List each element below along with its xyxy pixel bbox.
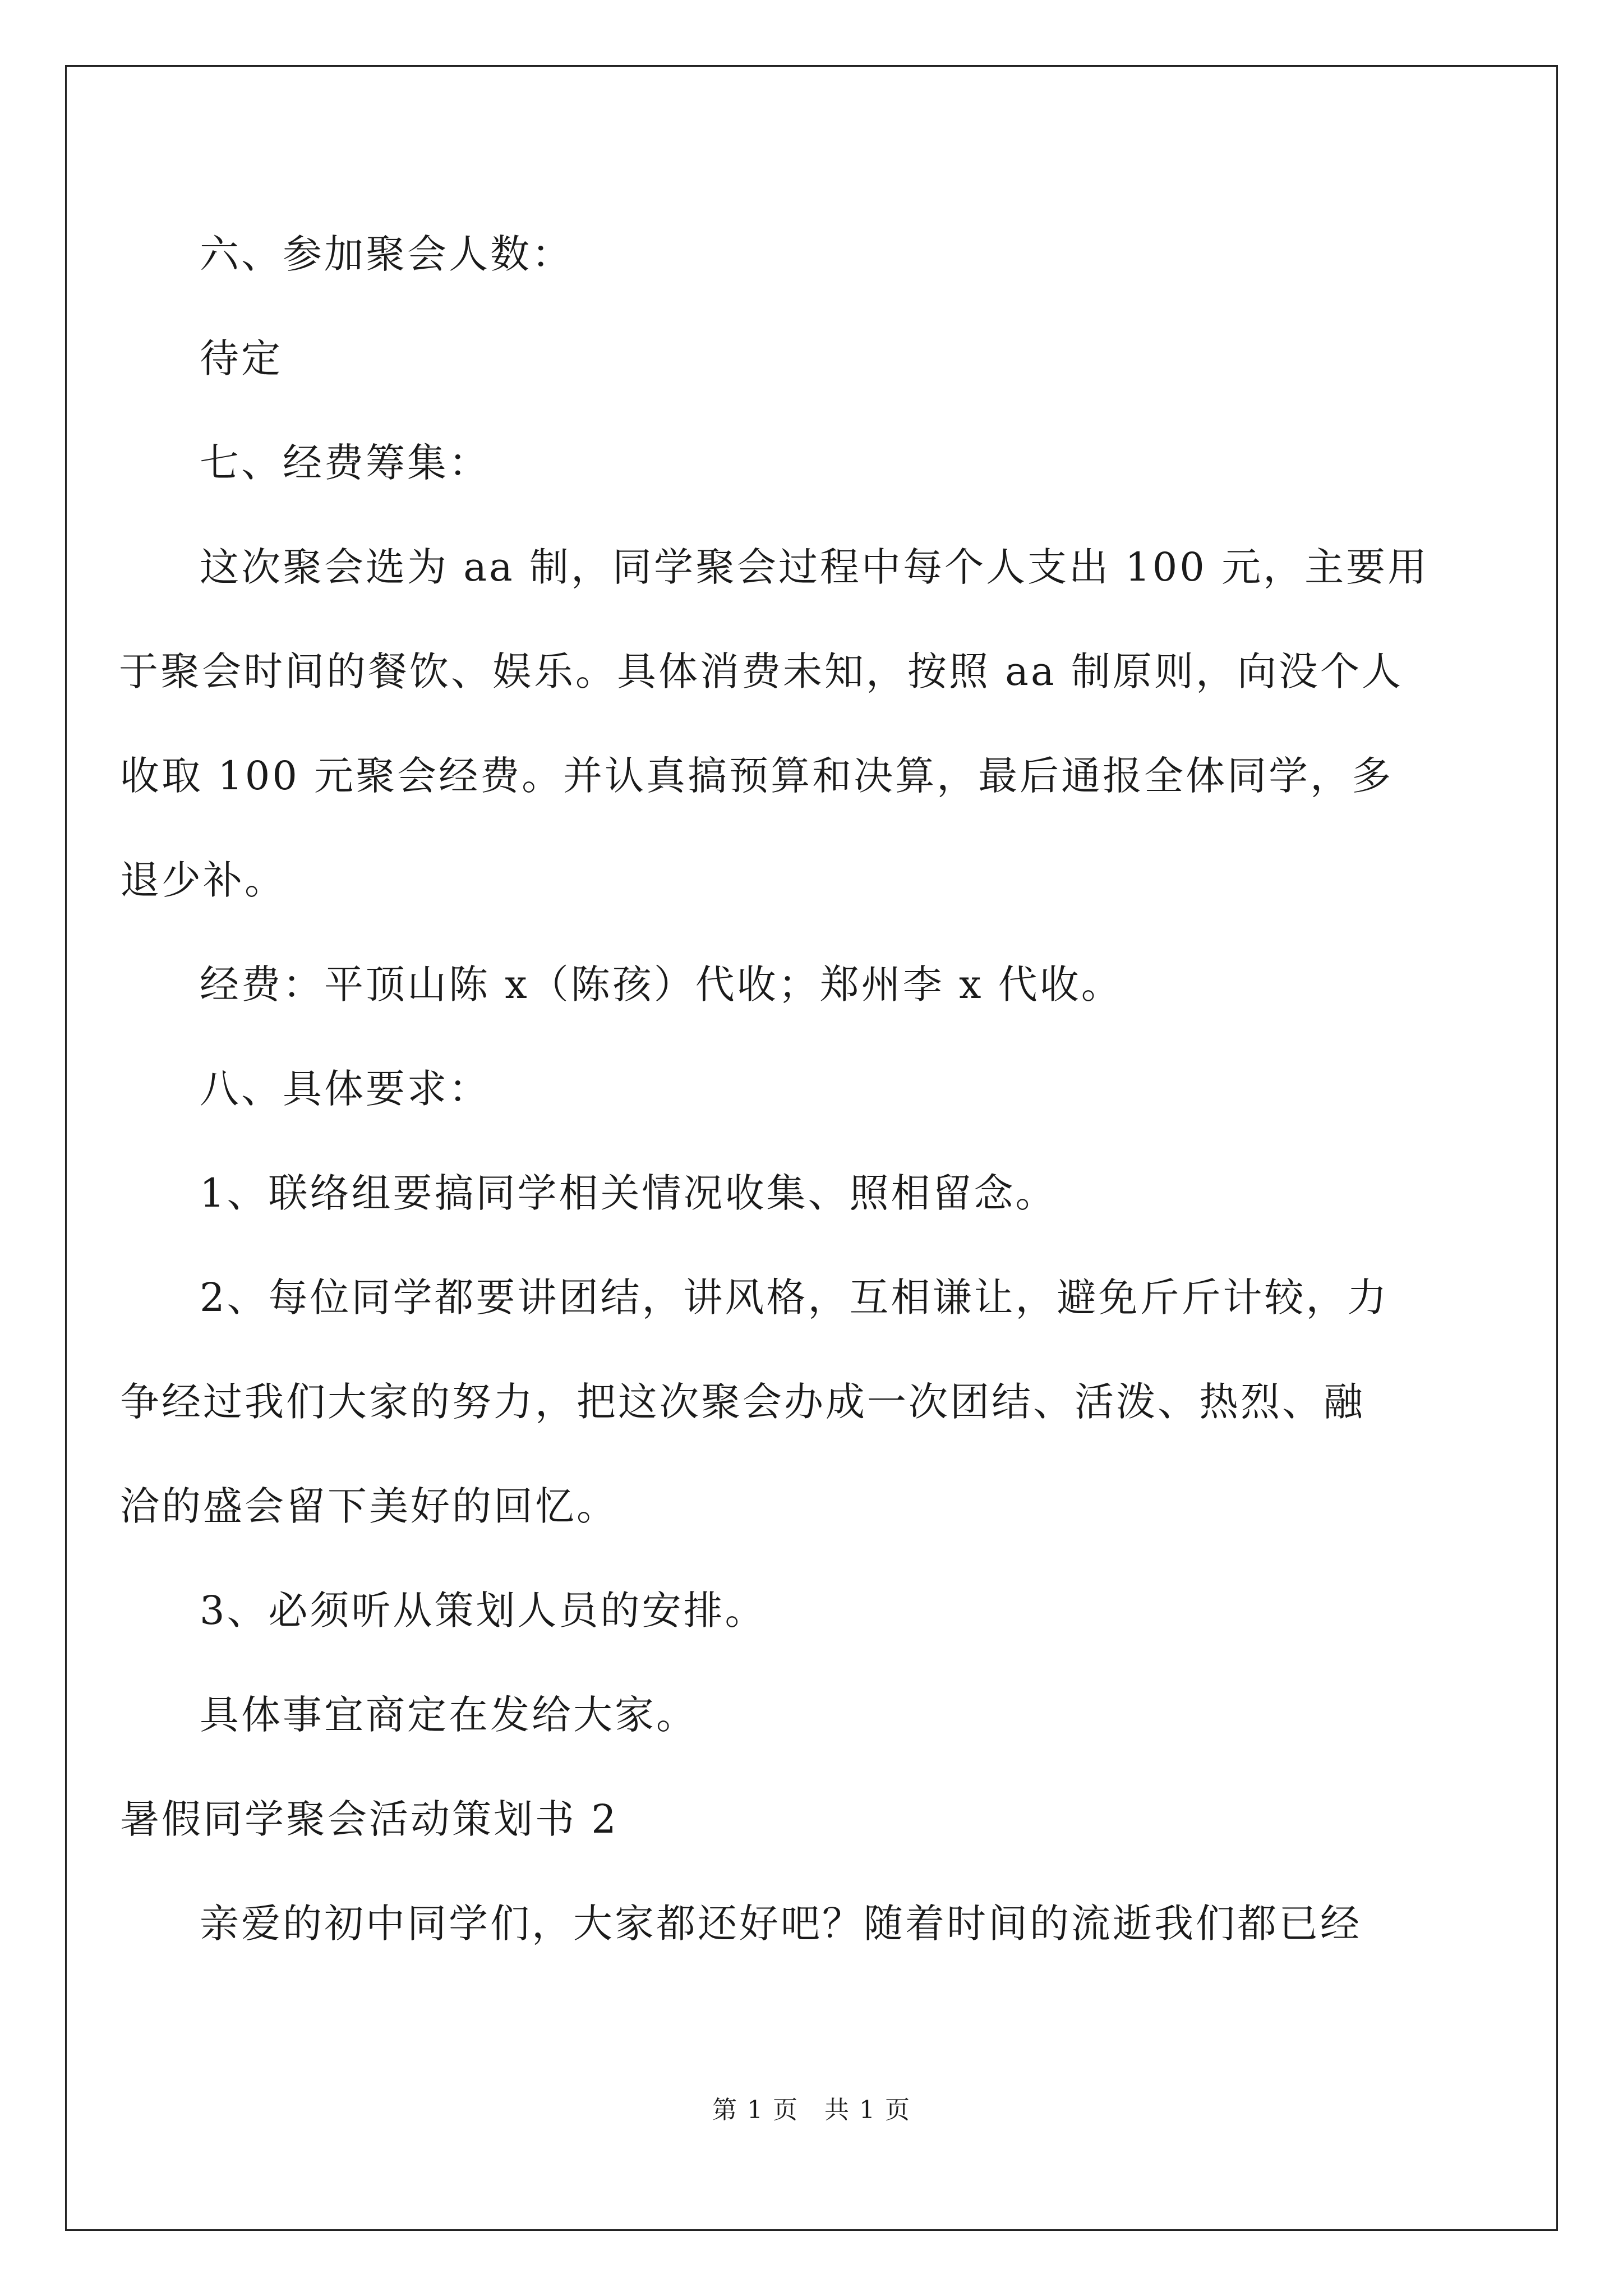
text-line: 收取 100 元聚会经费。并认真搞预算和决算，最后通报全体同学，多 bbox=[120, 753, 1394, 799]
text-line: 待定 bbox=[200, 335, 283, 381]
closing-note bbox=[200, 1692, 1433, 1738]
heading-six-attendees bbox=[200, 231, 1433, 277]
requirement-3 bbox=[200, 1588, 1433, 1634]
text-line: 于聚会时间的餐饮、娱乐。具体消费未知，按照 aa 制原则，向没个人 bbox=[119, 648, 1403, 694]
text-line: 这次聚会选为 aa 制，同学聚会过程中每个人支出 100 元，主要用 bbox=[200, 544, 1430, 590]
page-footer: 第 1 页 共 1 页 bbox=[712, 2096, 911, 2124]
text-line: 2、每位同学都要讲团结，讲风格，互相谦让，避免斤斤计较，力 bbox=[200, 1274, 1389, 1320]
text-line: 洽的盛会留下美好的回忆。 bbox=[120, 1483, 618, 1529]
text-line: 经费：平顶山陈 x（陈孩）代收；郑州李 x 代收。 bbox=[200, 961, 1123, 1007]
text-line: 六、参加聚会人数： bbox=[200, 231, 573, 277]
funding-collectors bbox=[200, 961, 1433, 1007]
intro-paragraph bbox=[200, 1901, 1433, 1947]
text-line: 1、联络组要搞同学相关情况收集、照相留念。 bbox=[200, 1170, 1057, 1216]
text-line: 退少补。 bbox=[120, 857, 286, 903]
heading-seven-funding bbox=[200, 440, 1433, 486]
section-title-2 bbox=[120, 1796, 1433, 1842]
text-line: 八、具体要求： bbox=[200, 1066, 490, 1112]
text-line: 七、经费筹集： bbox=[200, 440, 490, 486]
text-line: 争经过我们大家的努力，把这次聚会办成一次团结、活泼、热烈、融 bbox=[120, 1379, 1365, 1425]
text-line: 具体事宜商定在发给大家。 bbox=[200, 1692, 698, 1738]
text-line: 暑假同学聚会活动策划书 2 bbox=[120, 1796, 619, 1842]
text-line: 3、必须听从策划人员的安排。 bbox=[200, 1588, 767, 1634]
funding-paragraph bbox=[119, 544, 1433, 903]
requirement-2 bbox=[120, 1274, 1433, 1529]
heading-eight-requirements bbox=[200, 1066, 1433, 1112]
text-line: 亲爱的初中同学们，大家都还好吧？随着时间的流逝我们都已经 bbox=[200, 1901, 1362, 1947]
requirement-1 bbox=[200, 1170, 1433, 1216]
attendees-value bbox=[200, 335, 1433, 381]
